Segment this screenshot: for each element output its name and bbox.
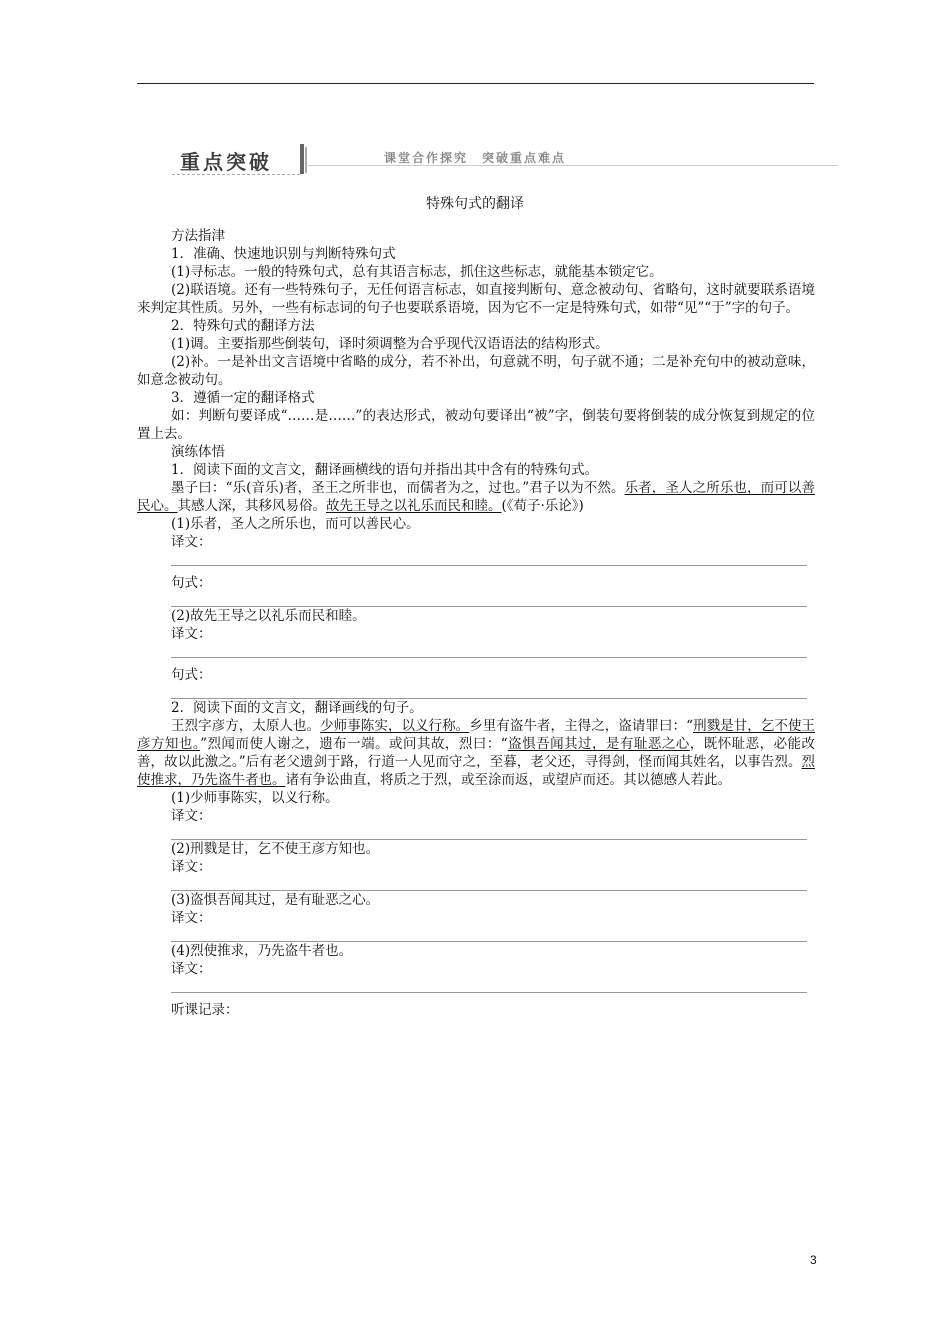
banner-divider — [300, 144, 304, 174]
underlined-sentence: 少师事陈实，以义行称。 — [320, 718, 470, 734]
answer-line[interactable] — [171, 592, 807, 607]
pattern-label: 句式： — [171, 575, 212, 591]
underlined-sentence: 烈使推求，乃先盗牛者也。 — [137, 754, 815, 788]
answer-line[interactable] — [171, 825, 807, 840]
method-line: 2．特殊句式的翻译方法 — [171, 318, 315, 334]
page-number: 3 — [810, 1253, 817, 1267]
underlined-sentence: 乐者，圣人之所乐也，而可以善民心。 — [137, 480, 815, 514]
sentence-item: (2)刑戮是甘，乞不使王彦方知也。 — [171, 841, 380, 857]
question-1-prompt: 1．阅读下面的文言文，翻译画横线的语句并指出其中含有的特殊句式。 — [171, 462, 599, 478]
passage-text: 乡里有盗牛者，主得之，盗请罪曰：“ — [469, 718, 694, 734]
question-2-passage — [137, 717, 815, 789]
section-banner — [172, 144, 837, 176]
method-paragraph: (2)联语境。还有一些特殊句子，无任何语言标志，如直接判断句、意念被动句、省略句，这时就要联系语境来判定其性质。另外，一些有标志词的句子也要联系语境，因为它不一定是特殊句式，如带“见”“于”字的句子。 — [137, 282, 815, 316]
passage-source: (《荀子·乐论》) — [501, 498, 584, 514]
answer-line[interactable] — [171, 684, 807, 699]
translation-label: 译文： — [171, 808, 212, 824]
answer-line[interactable] — [171, 876, 807, 891]
banner-dotted-line — [172, 174, 300, 175]
passage-text: ”烈闻而使人谢之，遗布一端。或问其故，烈曰：“ — [200, 736, 508, 752]
passage-text: 王烈字彦方，太原人也。 — [171, 718, 321, 734]
answer-line[interactable] — [171, 551, 807, 566]
sentence-item: (1)乐者，圣人之所乐也，而可以善民心。 — [171, 516, 420, 532]
translation-label: 译文： — [171, 910, 212, 926]
translation-label: 译文： — [171, 534, 212, 550]
method-paragraph: 如：判断句要译成“……是……”的表达形式，被动句要译出“被”字，倒装句要将倒装的成分恢复到规定的位置上去。 — [137, 408, 815, 442]
method-line: 3．遵循一定的翻译格式 — [171, 390, 315, 406]
top-rule — [137, 83, 814, 84]
translation-label: 译文： — [171, 626, 212, 642]
answer-line[interactable] — [171, 978, 807, 993]
underlined-sentence: 故先王导之以礼乐而民和睦。 — [326, 498, 502, 514]
section-title: 特殊句式的翻译 — [426, 196, 524, 212]
question-1-passage — [137, 479, 815, 515]
translation-label: 译文： — [171, 961, 212, 977]
method-heading: 方法指津 — [171, 228, 225, 244]
passage-text: 墨子曰：“乐(音乐)者，圣王之所非也，而儒者为之，过也。”君子以为不然。 — [171, 480, 625, 496]
sentence-item: (2)故先王导之以礼乐而民和睦。 — [171, 608, 366, 624]
underlined-sentence: 刑戮是甘，乞不使王彦方知也。 — [137, 718, 815, 752]
notes-label: 听课记录： — [171, 1002, 239, 1018]
method-line: (1)寻标志。一般的特殊句式，总有其语言标志，抓住这些标志，就能基本锁定它。 — [171, 264, 663, 280]
passage-text: ，既怀耻恶，必能改善，故以此激之。”后有老父遗剑于路，行道一人见而守之，至暮，老父还，寻得剑，怪而闻其姓名，以事告烈。 — [137, 736, 815, 770]
answer-line[interactable] — [171, 927, 807, 942]
method-paragraph: (2)补。一是补出文言语境中省略的成分，若不补出，句意就不明，句子就不通；二是补充句中的被动意味，如意念被动句。 — [137, 354, 815, 388]
underlined-sentence: 盗惧吾闻其过，是有耻恶之心 — [507, 736, 690, 752]
sentence-item: (3)盗惧吾闻其过，是有耻恶之心。 — [171, 892, 380, 908]
method-line: (1)调。主要指那些倒装句，译时须调整为合乎现代汉语语法的结构形式。 — [171, 336, 609, 352]
practice-heading: 演练体悟 — [171, 444, 225, 460]
banner-title: 重点突破 — [180, 150, 272, 174]
answer-line[interactable] — [171, 643, 807, 658]
banner-line — [308, 165, 838, 166]
document-body — [137, 227, 815, 1019]
pattern-label: 句式： — [171, 667, 212, 683]
banner-divider-light — [305, 147, 307, 173]
passage-text: 诸有争讼曲直，将质之于烈，或至涂而返，或望庐而还。其以德感人若此。 — [285, 772, 731, 788]
method-line: 1．准确、快速地识别与判断特殊句式 — [171, 246, 396, 262]
passage-text: 其感人深，其移风易俗。 — [177, 498, 326, 514]
banner-subtitle: 课堂合作探究 突破重点难点 — [384, 151, 567, 165]
sentence-item: (4)烈使推求，乃先盗牛者也。 — [171, 943, 353, 959]
question-2-prompt: 2．阅读下面的文言文，翻译画线的句子。 — [171, 700, 423, 716]
sentence-item: (1)少师事陈实，以义行称。 — [171, 790, 339, 806]
translation-label: 译文： — [171, 859, 212, 875]
